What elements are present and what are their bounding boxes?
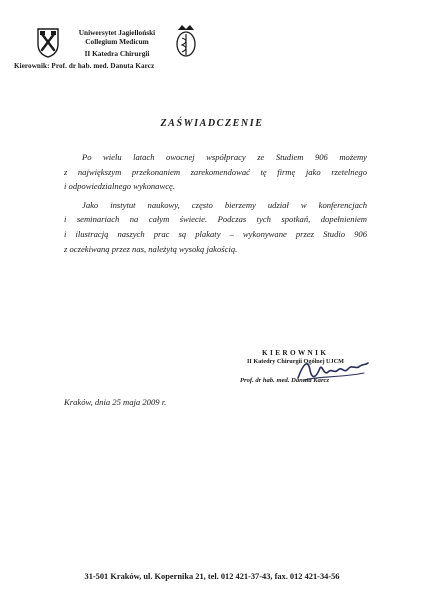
head-of-department: Kierownik: Prof. dr hab. med. Danuta Karcz bbox=[14, 62, 155, 70]
place-and-date: Kraków, dnia 25 maja 2009 r. bbox=[64, 397, 167, 407]
university-name: Uniwersytet Jagielloński bbox=[78, 28, 156, 37]
letter-body bbox=[64, 150, 367, 260]
signatory-name: Prof. dr hab. med. Danuta Karcz bbox=[240, 377, 330, 384]
paragraph-2 bbox=[64, 198, 367, 256]
collegium-name: Collegium Medicum bbox=[85, 37, 149, 46]
body-line: z oczekiwaną przez nas, należytą wysoką jakością. bbox=[64, 243, 238, 254]
paragraph-1 bbox=[64, 150, 367, 194]
document-title: ZAŚWIADCZENIE bbox=[160, 118, 264, 129]
body-line: i odpowiedzialnego wykonawcę. bbox=[64, 181, 175, 192]
stamp-role: KIEROWNIK bbox=[262, 349, 329, 357]
body-line: i seminariach na całym świecie. Podczas tych spotkań, dopełnieniem bbox=[64, 214, 367, 225]
department-name: II Katedra Chirurgii bbox=[84, 49, 150, 58]
body-line: Jako instytut naukowy, często bierzemy udział w konferencjach bbox=[82, 199, 367, 210]
collegium-medicum-seal-icon bbox=[174, 22, 198, 58]
body-line: z największym przekonaniem zarekomendować tę firmę jako rzetelnego bbox=[64, 166, 367, 177]
footer-address: 31-501 Kraków, ul. Kopernika 21, tel. 012 421-37-43, fax. 012 421-34-56 bbox=[84, 572, 340, 581]
body-line: i ilustracją naszych prac są plakaty – wykonywane przez Studio 906 bbox=[64, 228, 367, 239]
body-line: Po wielu latach owocnej współpracy ze Studiem 906 możemy bbox=[82, 152, 367, 162]
university-crest-icon bbox=[36, 28, 60, 58]
stamp-department: II Katedry Chirurgii Ogólnej UJCM bbox=[247, 358, 344, 365]
